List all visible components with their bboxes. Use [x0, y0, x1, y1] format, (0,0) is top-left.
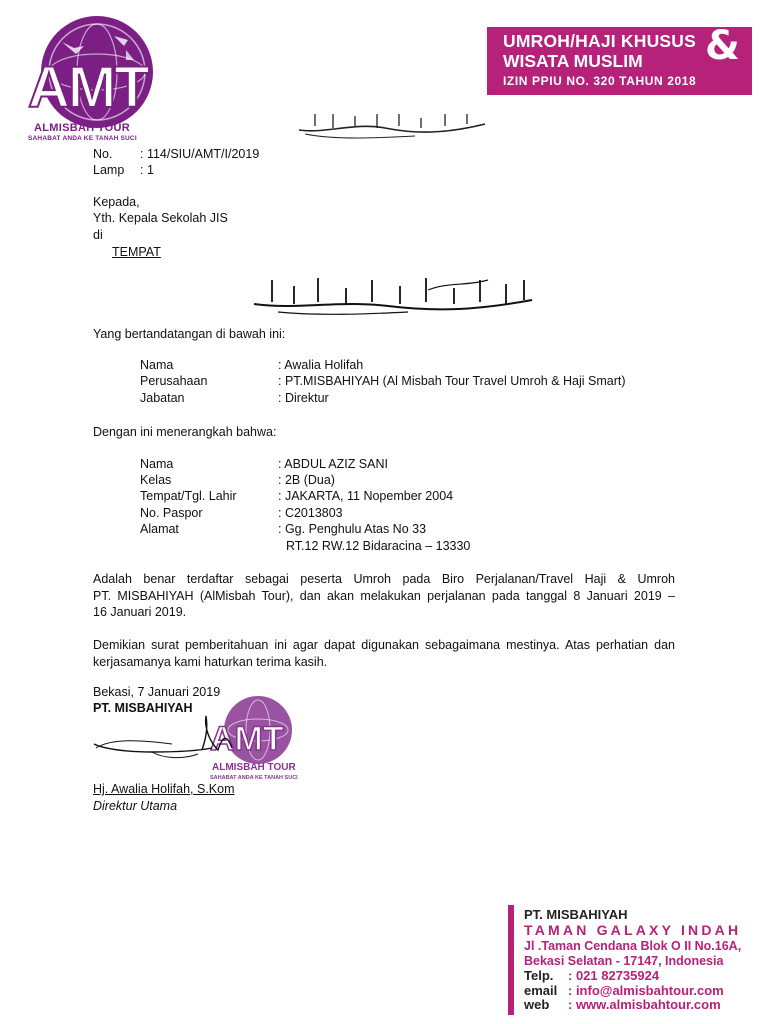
- body-paragraph-1: [93, 571, 675, 621]
- svg-text:SAHABAT ANDA KE TANAH SUCI: SAHABAT ANDA KE TANAH SUCI: [210, 775, 298, 781]
- banner-line1: UMROH/HAJI KHUSUS: [503, 31, 696, 51]
- footer-address-1: Jl .Taman Cendana Blok O II No.16A,: [524, 939, 742, 953]
- address-line2: RT.12 RW.12 Bidaracina – 13330: [286, 539, 471, 553]
- participant-label: No. Paspor: [140, 506, 203, 520]
- email-value[interactable]: : info@almisbahtour.com: [568, 983, 724, 998]
- footer-email: [524, 983, 724, 998]
- participant-label: Tempat/Tgl. Lahir: [140, 489, 237, 503]
- telp-label: Telp.: [524, 968, 554, 983]
- body-line: Demikian surat pemberitahuan ini agar dapat digunakan sebagaimana mestinya. Atas perhatian dan: [93, 638, 675, 652]
- company-logo: [22, 14, 172, 142]
- closing-company: PT. MISBAHIYAH: [93, 701, 193, 715]
- recipient-kepada: Kepada,: [93, 195, 140, 209]
- body-line: Adalah benar terdaftar sebagai peserta Umroh pada Biro Perjalanan/Travel Haji & Umroh: [93, 572, 675, 586]
- lamp-label: Lamp: [93, 163, 125, 177]
- signer-title: Direktur Utama: [93, 799, 178, 813]
- logo-tagline: SAHABAT ANDA KE TANAH SUCI: [28, 135, 137, 142]
- handwritten-signature: [92, 708, 292, 770]
- svg-text:AMT: AMT: [210, 720, 284, 758]
- participant-label: Alamat: [140, 522, 179, 536]
- signer-name: Hj. Awalia Holifah, S.Kom: [93, 782, 235, 796]
- participant-value: : JAKARTA, 11 Nopember 2004: [278, 489, 454, 503]
- participant-value: : C2013803: [278, 506, 343, 520]
- signer-label: Perusahaan: [140, 374, 208, 388]
- statement-text: Dengan ini menerangkah bahwa:: [93, 425, 277, 439]
- banner-line2: WISATA MUSLIM: [503, 51, 643, 71]
- web-label: web: [524, 997, 550, 1012]
- logo-name: ALMISBAH TOUR: [34, 122, 130, 134]
- place-date: Bekasi, 7 Januari 2019: [93, 685, 221, 699]
- footer-accent-bar: [508, 905, 514, 1015]
- web-value[interactable]: : www.almisbahtour.com: [568, 997, 721, 1012]
- recipient-tempat: TEMPAT: [112, 245, 161, 259]
- recipient-yth: Yth. Kepala Sekolah JIS: [93, 211, 228, 225]
- body-line: 16 Januari 2019.: [93, 605, 187, 619]
- signer-value: : PT.MISBAHIYAH (Al Misbah Tour Travel Umroh & Haji Smart): [278, 374, 626, 388]
- intro-text: Yang bertandatangan di bawah ini:: [93, 327, 286, 341]
- participant-label: Nama: [140, 457, 174, 471]
- participant-value: : Gg. Penghulu Atas No 33: [278, 522, 427, 536]
- recipient-di: di: [93, 228, 103, 242]
- telp-value: : 021 82735924: [568, 968, 660, 983]
- footer-web: [524, 997, 721, 1012]
- bismillah-calligraphy: [295, 104, 490, 144]
- body-paragraph-2: [93, 637, 675, 670]
- lamp-value: : 1: [140, 163, 154, 177]
- banner-ampersand: &: [705, 23, 740, 69]
- no-value: : 114/SIU/AMT/I/2019: [140, 147, 260, 161]
- signer-label: Nama: [140, 358, 174, 372]
- email-label: email: [524, 983, 558, 998]
- signer-label: Jabatan: [140, 391, 185, 405]
- footer-address-2: Bekasi Selatan - 17147, Indonesia: [524, 954, 724, 968]
- no-label: No.: [93, 147, 113, 161]
- salam-calligraphy: [248, 274, 538, 318]
- svg-text:ALMISBAH TOUR: ALMISBAH TOUR: [212, 762, 296, 773]
- footer-company: PT. MISBAHIYAH: [524, 907, 628, 922]
- body-line: kerjasamanya kami haturkan terima kasih.: [93, 654, 328, 669]
- signer-value: : Awalia Holifah: [278, 358, 364, 372]
- footer-estate: TAMAN GALAXY INDAH: [524, 922, 742, 938]
- footer-telp: [524, 968, 659, 983]
- header-banner: [487, 23, 752, 95]
- participant-label: Kelas: [140, 473, 172, 487]
- banner-permit: IZIN PPIU NO. 320 TAHUN 2018: [503, 74, 697, 88]
- logo-letters: AMT: [28, 55, 148, 120]
- signer-value: : Direktur: [278, 391, 329, 405]
- participant-value: : 2B (Dua): [278, 473, 335, 487]
- body-line: PT. MISBAHIYAH (AlMisbah Tour), dan akan melakukan perjalanan pada tanggal 8 Januari 2019 –: [93, 588, 675, 603]
- participant-value: : ABDUL AZIZ SANI: [278, 457, 388, 471]
